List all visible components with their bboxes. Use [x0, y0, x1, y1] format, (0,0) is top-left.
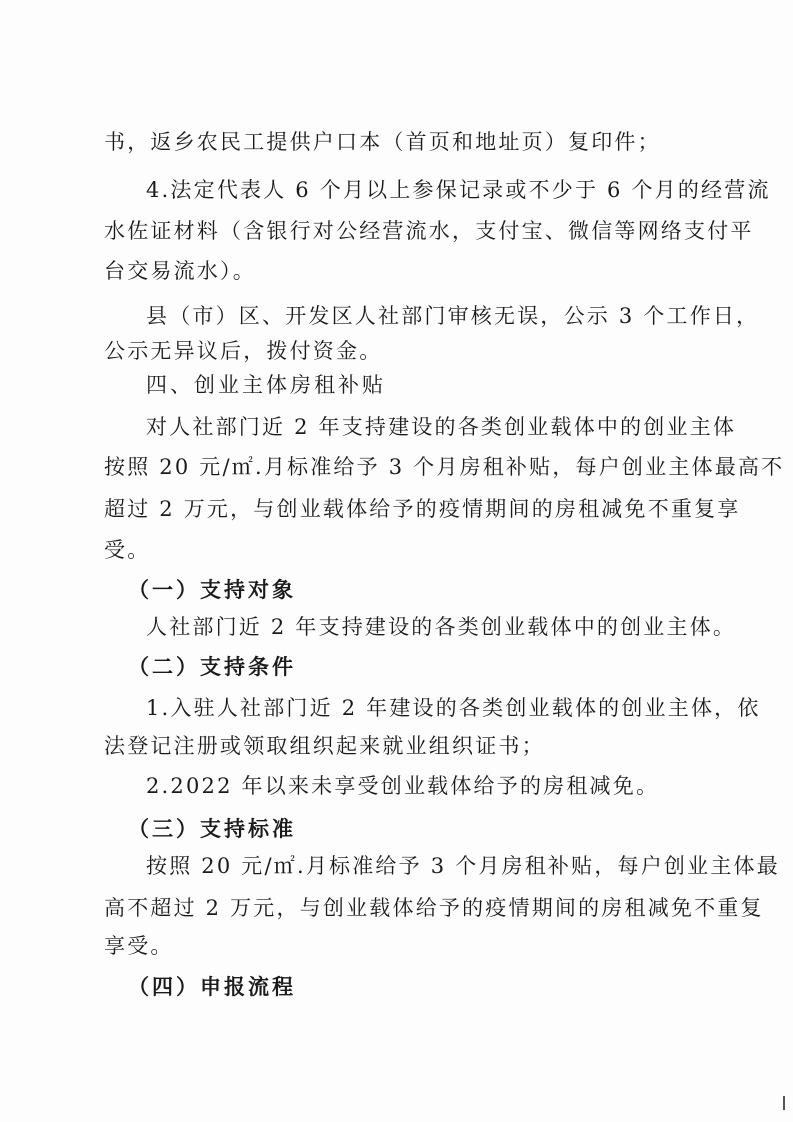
subsection-heading: （一）支持对象	[128, 578, 296, 602]
section-heading: 四、创业主体房租补贴	[146, 373, 386, 397]
paragraph-line: 按照 20 元/㎡.月标准给予 3 个月房租补贴，每户创业主体最高不	[104, 455, 785, 479]
paragraph-line: 超过 2 万元，与创业载体给予的疫情期间的房租减免不重复享	[104, 497, 741, 521]
paragraph-line: 2.2022 年以来未享受创业载体给予的房租减免。	[146, 774, 660, 798]
paragraph-line: 法登记注册或领取组织起来就业组织证书；	[104, 734, 545, 758]
paragraph-line: 1.入驻人社部门近 2 年建设的各类创业载体的创业主体，依	[146, 696, 761, 720]
paragraph-line: 对人社部门近 2 年支持建设的各类创业载体中的创业主体	[146, 415, 737, 439]
paragraph-line: 高不超过 2 万元，与创业载体给予的疫情期间的房租减免不重复	[104, 896, 764, 920]
subsection-heading: （三）支持标准	[128, 817, 296, 841]
paragraph-line: 台交易流水）。	[104, 259, 256, 283]
paragraph-line: 按照 20 元/㎡.月标准给予 3 个月房租补贴，每户创业主体最	[146, 854, 780, 878]
subsection-heading: （二）支持条件	[128, 655, 296, 679]
paragraph-line: 享受。	[104, 934, 174, 958]
paragraph-line: 书，返乡农民工提供户口本（首页和地址页）复印件；	[104, 130, 661, 154]
paragraph-line: 人社部门近 2 年支持建设的各类创业载体中的创业主体。	[146, 615, 737, 639]
paragraph-line: 水佐证材料（含银行对公经营流水，支付宝、微信等网络支付平	[104, 219, 754, 243]
paragraph-line: 受。	[104, 538, 151, 562]
paragraph-line: 公示无异议后，拨付资金。	[104, 339, 383, 363]
subsection-heading: （四）申报流程	[128, 975, 296, 999]
paragraph-line: 县（市）区、开发区人社部门审核无误，公示 3 个工作日，	[146, 304, 760, 328]
scan-edge-mark	[783, 1096, 785, 1110]
paragraph-line: 4.法定代表人 6 个月以上参保记录或不少于 6 个月的经营流	[146, 178, 771, 202]
